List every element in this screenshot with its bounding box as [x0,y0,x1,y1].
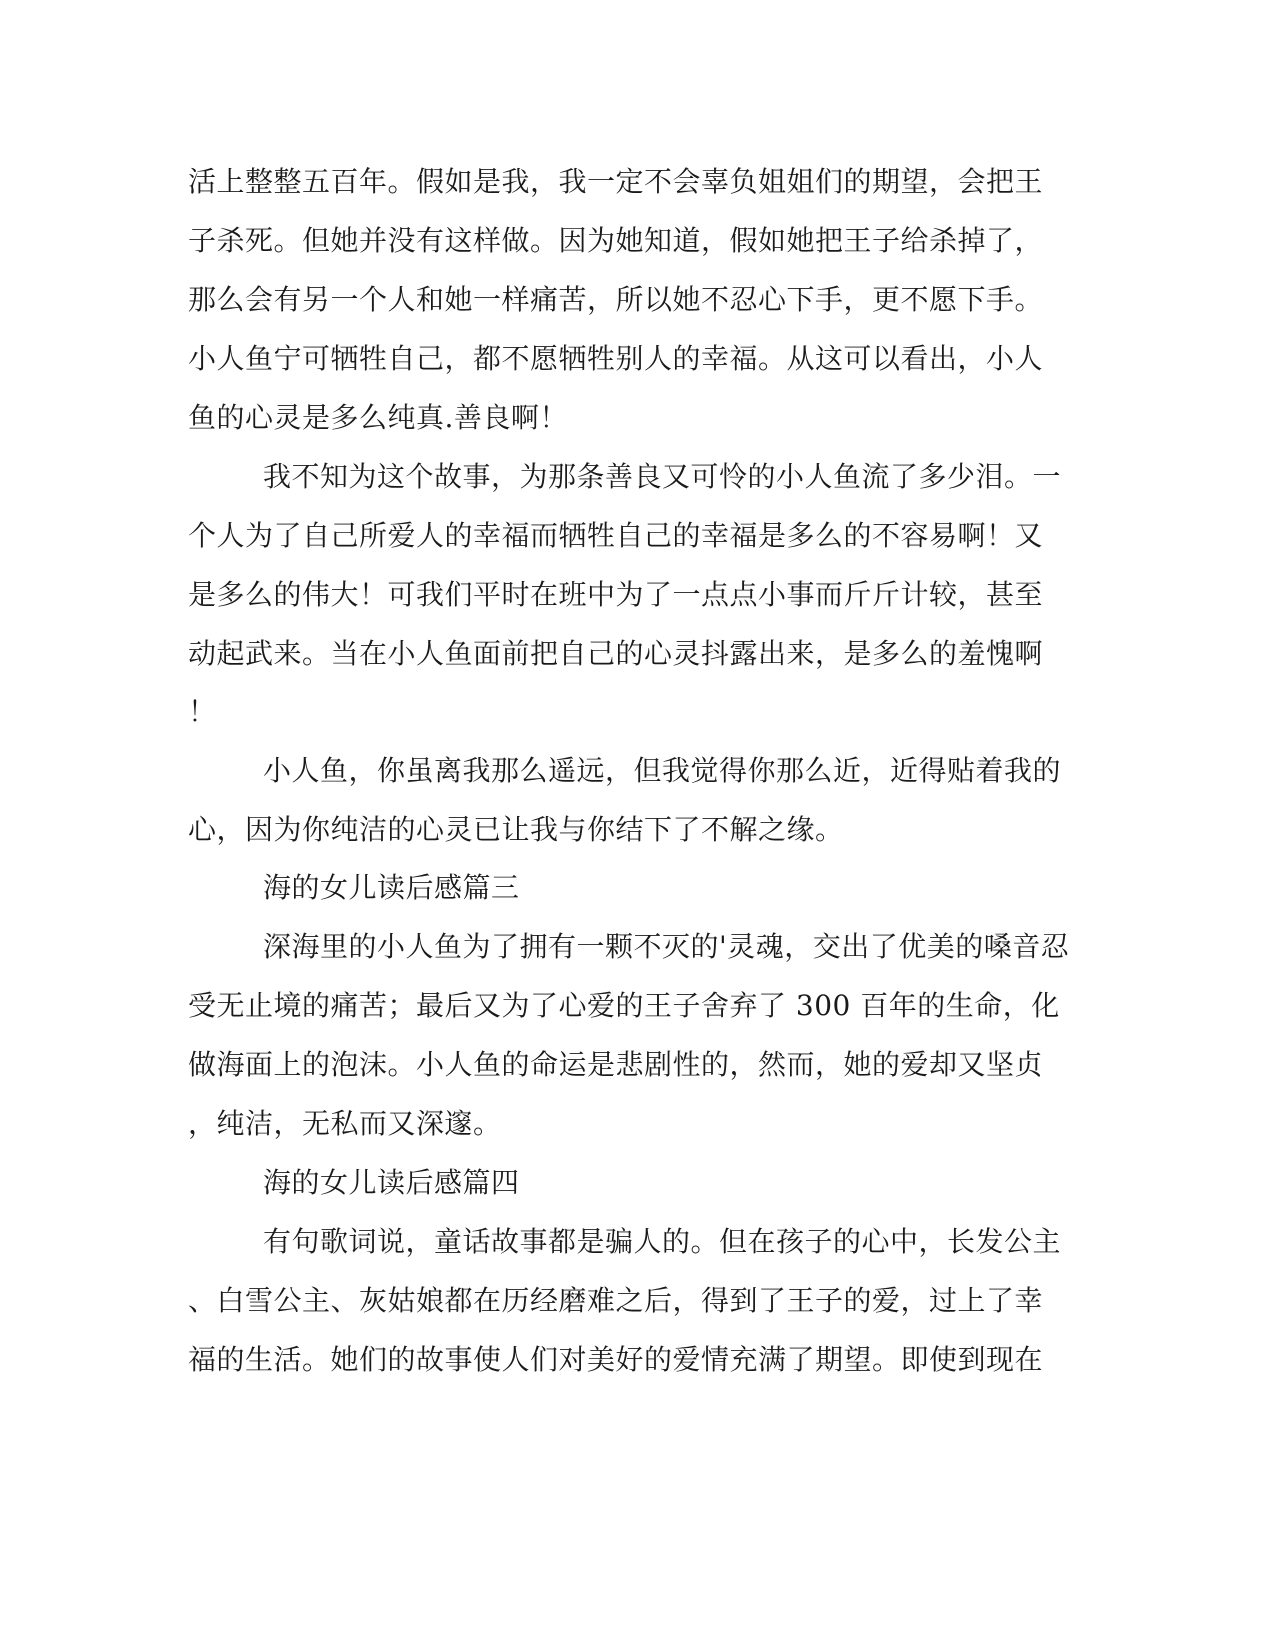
text-line: 个人为了自己所爱人的幸福而牺牲自己的幸福是多么的不容易啊！又 [188,519,1044,552]
text-line: 受无止境的痛苦；最后又为了心爱的王子舍弃了 300 百年的生命，化 [188,989,1060,1022]
text-line: 做海面上的泡沫。小人鱼的命运是悲剧性的，然而，她的爱却又坚贞 [188,1048,1044,1081]
text-line: 那么会有另一个人和她一样痛苦，所以她不忍心下手，更不愿下手。 [188,283,1044,316]
paragraph-start-line: 我不知为这个故事，为那条善良又可怜的小人鱼流了多少泪。一 [263,460,1062,493]
section-heading: 海的女儿读后感篇三 [263,871,520,904]
text-line: 是多么的伟大！可我们平时在班中为了一点点小事而斤斤计较，甚至 [188,578,1044,611]
text-line: 心，因为你纯洁的心灵已让我与你结下了不解之缘。 [188,813,844,846]
text-line: 小人鱼宁可牺牲自己，都不愿牺牲别人的幸福。从这可以看出，小人 [188,342,1044,375]
text-line: ，纯洁，无私而又深邃。 [188,1107,502,1140]
text-line: 活上整整五百年。假如是我，我一定不会辜负姐姐们的期望，会把王 [188,165,1044,198]
text-line: 子杀死。但她并没有这样做。因为她知道，假如她把王子给杀掉了， [188,224,1044,257]
text-line: 福的生活。她们的故事使人们对美好的爱情充满了期望。即使到现在 [188,1343,1044,1376]
section-heading: 海的女儿读后感篇四 [263,1166,520,1199]
text-line: 鱼的心灵是多么纯真.善良啊！ [188,401,568,434]
text-line: 动起武来。当在小人鱼面前把自己的心灵抖露出来，是多么的羞愧啊 [188,637,1044,670]
paragraph-start-line: 小人鱼，你虽离我那么遥远，但我觉得你那么近，近得贴着我的 [263,754,1062,787]
paragraph-start-line: 有句歌词说，童话故事都是骗人的。但在孩子的心中，长发公主 [263,1225,1062,1258]
paragraph-start-line: 深海里的小人鱼为了拥有一颗不灭的'灵魂，交出了优美的嗓音忍 [263,930,1070,963]
text-line: ！ [188,695,217,728]
text-line: 、白雪公主、灰姑娘都在历经磨难之后，得到了王子的爱，过上了幸 [188,1284,1044,1317]
